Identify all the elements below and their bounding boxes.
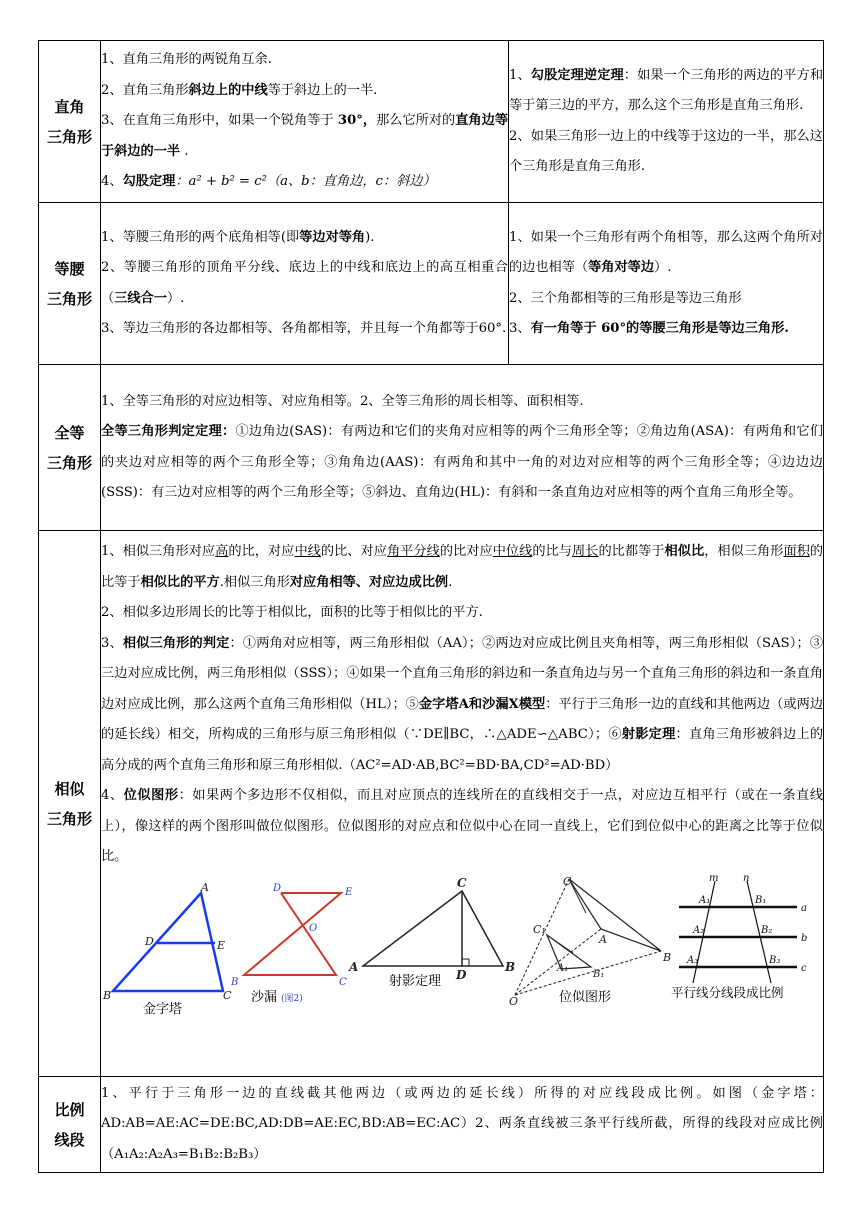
projection-label-b: B (505, 959, 516, 974)
rt-prop-1: 1、直角三角形的两锐角互余. (101, 52, 272, 68)
hourglass-label-d: D (273, 882, 282, 894)
parallel-figure (671, 873, 807, 1000)
projection-label-c: C (457, 875, 467, 890)
homothety-label-o: O (509, 994, 519, 1008)
homothety-ray-b (515, 951, 661, 995)
cong-line-1: 1、全等三角形的对应边相等、对应角相等。2、全等三角形的周长相等、面积相等. (101, 393, 584, 409)
pyramid-label-e: E (217, 938, 226, 952)
header-congruent: 全等 三角形 (39, 365, 101, 531)
projection-right-mark (462, 959, 469, 966)
parallel-label-n: n (743, 872, 750, 884)
rt-prop-4: 4、勾股定理：a² + b² = c²（a、b：直角边，c：斜边） (101, 174, 436, 190)
parallel-label-m: m (709, 872, 719, 884)
pyramid-caption: 金字塔 (143, 1001, 183, 1017)
hourglass-figure (230, 883, 353, 1005)
projection-label-d: D (456, 967, 467, 982)
projection-caption: 射影定理 (389, 973, 442, 989)
iso-prop-2: 2、等腰三角形的顶角平分线、底边上的中线和底边上的高互相重合（三线合一）. (101, 260, 508, 306)
similar-content (101, 531, 824, 1077)
sim-p2: 2、相似多边形周长的比等于相似比，面积的比等于相似比的平方. (101, 605, 483, 620)
header-proportion: 比例 线段 (39, 1077, 101, 1173)
figures-area (101, 873, 823, 1043)
rt-prop-3: 3、在直角三角形中，如果一个锐角等于 30°，那么它所对的直角边等于斜边的一半 . (101, 113, 509, 159)
iso-prop-3: 3、等边三角形的各边都相等、各角都相等，并且每一个角都等于60°. (101, 321, 507, 336)
homothety-figure (509, 875, 671, 1008)
pyramid-label-b: B (103, 988, 112, 1002)
hourglass-label-e: E (345, 886, 353, 898)
hourglass-label-c: C (339, 976, 347, 988)
parallel-label-a1: A₁ (699, 894, 711, 906)
row-isosceles (39, 203, 824, 365)
congruent-content (101, 365, 824, 531)
homothety-label-c: C (563, 874, 572, 888)
right-triangle-properties (101, 41, 509, 203)
pyramid-figure (102, 881, 232, 1017)
iso-crit-1: 1、如果一个三角形有两个角相等，那么这两个角所对的边也相等（等角对等边）. (509, 229, 823, 275)
parallel-caption: 平行线分线段成比例 (671, 984, 784, 1000)
header-isosceles: 等腰 三角形 (39, 203, 101, 365)
row-congruent (39, 365, 824, 531)
projection-label-a: A (349, 959, 359, 974)
rt-crit-2: 2、如果三角形一边上的中线等于这边的一半，那么这个三角形是直角三角形. (509, 128, 823, 174)
proportion-text: 1、平行于三角形一边的直线截其他两边（或两边的延长线）所得的对应线段成比例。如图（金字塔：AD:AB=AE:AC=DE:BC,AD:DB=AE:EC,BD:AB=EC:AC）2、两条直线被三条平行线所截，所得的线段对应成比例（A₁A₂:A₂A₃=B₁B₂:B₂B₃） (101, 1085, 823, 1162)
sim-p3: 3、相似三角形的判定：①两角对应相等，两三角形相似（AA）；②两边对应成比例且夹角相等，两三角形相似（SAS）；③三边对应成比例，两三角形相似（SSS）；④如果一个直角三角形的斜边和一条直角边与另一个直角三角形的斜边和一条直角边对应成比例，那么这两个直角三角形相似（HL）；⑤金字塔A和沙漏X模型：平行于三角形一边的直线和其他两边（或两边的延长线）相交，所构成的三角形与原三角形相似（∵DE∥BC，∴△ADE∽△ABC）；⑥射影定理：直角三角形被斜边上的高分成的两个直角三角形和原三角形相似.（AC²=AD·AB,BC²=BD·BA,CD²=AD·BD） (101, 635, 824, 773)
parallel-label-a3: A₃ (687, 954, 699, 966)
cong-criteria: 全等三角形判定定理：①边角边(SAS)：有两边和它们的夹角对应相等的两个三角形全等；②角边角(ASA)：有两角和它们的夹边对应相等的两个三角形全等；③角角边(AAS)：有两角和其中一角的对边对应相等的两个三角形全等；④边边边(SSS)：有三边对应相等的两个三角形全等；⑤斜边、直角边(HL)：有斜和一条直角边对应相等的两个直角三角形全等。 (101, 424, 824, 500)
rt-crit-1: 1、勾股定理逆定理：如果一个三角形的两边的平方和等于第三边的平方，那么这个三角形是直角三角形. (509, 67, 824, 113)
pyramid-label-c: C (223, 988, 232, 1002)
figures-svg (101, 873, 860, 1043)
row-similar (39, 531, 824, 1077)
homothety-big-inner (569, 879, 586, 913)
right-triangle-criteria (509, 41, 824, 203)
parallel-label-b1: B₁ (755, 894, 767, 906)
row-proportion (39, 1077, 824, 1173)
row-right-triangle (39, 41, 824, 203)
projection-triangle (363, 891, 503, 966)
header-similar: 相似 三角形 (39, 531, 101, 1077)
header-right-triangle: 直角 三角形 (39, 41, 101, 203)
proportion-content (101, 1077, 824, 1173)
hourglass-label-o: O (309, 922, 318, 934)
sim-p4: 4、位似图形：如果两个多边形不仅相似，而且对应顶点的连线所在的直线相交于一点，对应边互相平行（或在一条直线上），像这样的两个图形叫做位似图形。位似图形的对应点和位似中心在同一直线上，它们到位似中心的距离之比等于位似比。 (101, 788, 824, 864)
parallel-label-c: c (801, 962, 807, 974)
pyramid-label-a: A (201, 880, 209, 894)
homothety-big-triangle (569, 879, 661, 951)
isosceles-properties (101, 203, 509, 365)
hourglass-label-b: B (231, 976, 239, 988)
homothety-label-b1: B₁ (593, 968, 605, 980)
parallel-label-a: a (801, 902, 807, 914)
projection-figure (348, 876, 515, 989)
iso-crit-3: 3、有一角等于 60°的等腰三角形是等边三角形. (509, 321, 789, 336)
hourglass-tag: (图2) (281, 993, 303, 1004)
homothety-label-b: B (663, 950, 672, 964)
rt-prop-2: 2、直角三角形斜边上的中线等于斜边上的一半. (101, 82, 378, 98)
hourglass-lines (244, 893, 341, 975)
homothety-ray-c (515, 879, 569, 995)
homothety-label-a: A (599, 932, 607, 946)
homothety-label-a1: A₁ (557, 962, 569, 974)
knowledge-table (38, 40, 824, 1173)
pyramid-label-d: D (145, 934, 154, 948)
homothety-label-c1: C₁ (533, 922, 546, 936)
parallel-label-a2: A₂ (693, 924, 705, 936)
isosceles-criteria (509, 203, 824, 365)
hourglass-caption: 沙漏 (251, 989, 278, 1005)
sim-p1: 1、相似三角形对应高的比，对应中线的比、对应角平分线的比对应中位线的比与周长的比都等于相似比，相似三角形面积的比等于相似比的平方.相似三角形对应角相等、对应边成比例. (101, 544, 824, 590)
parallel-label-b2: B₂ (761, 924, 773, 936)
iso-crit-2: 2、三个角都相等的三角形是等边三角形 (509, 290, 742, 306)
homothety-caption: 位似图形 (559, 989, 612, 1005)
parallel-label-b: b (801, 932, 808, 944)
iso-prop-1: 1、等腰三角形的两个底角相等(即等边对等角). (101, 229, 375, 245)
parallel-label-b3: B₃ (769, 954, 781, 966)
